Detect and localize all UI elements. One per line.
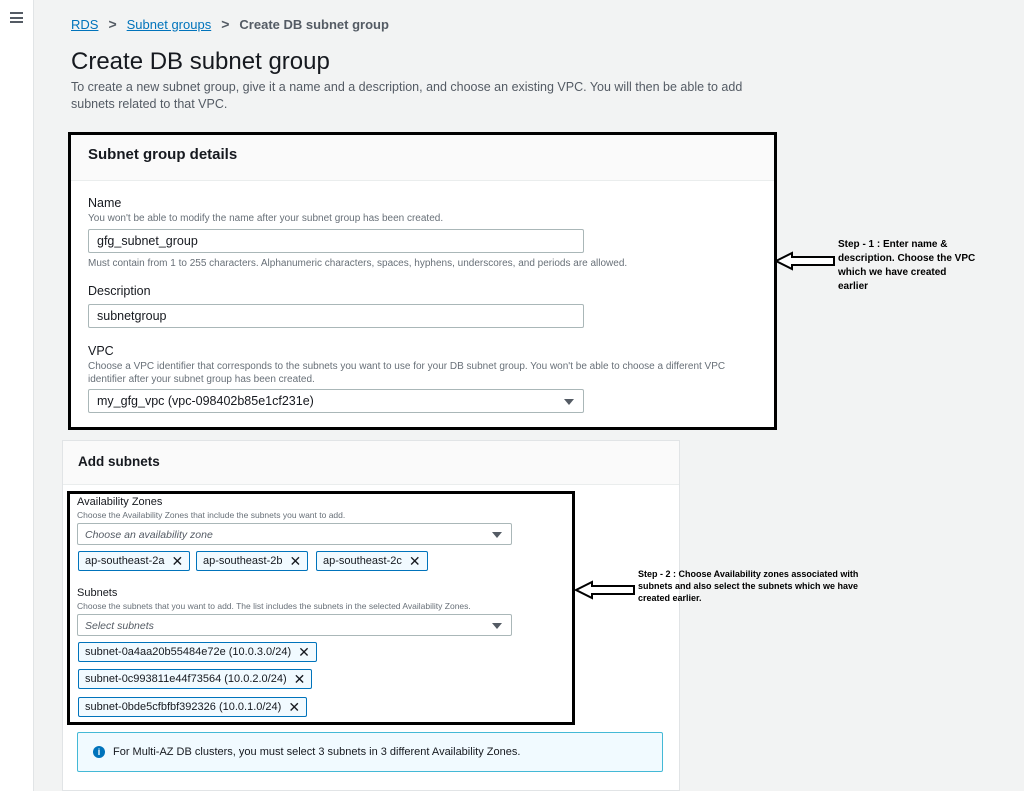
az-select[interactable]	[77, 523, 512, 545]
breadcrumb-current: Create DB subnet group	[239, 16, 389, 32]
step2-callout: Step - 2 : Choose Availability zones associated with subnets and also select the subnets which we have created earlier.	[638, 569, 859, 603]
breadcrumb-subnet-groups[interactable]: Subnet groups	[126, 16, 212, 32]
name-hint: You won't be able to modify the name after your subnet group has been created.	[88, 213, 444, 224]
vpc-hint: Choose a VPC identifier that corresponds to the subnets you want to use for your DB subnet group. You won't be able to choose a different VPC identifier after your subnet group has been created.	[88, 361, 726, 385]
subnet-token: subnet-0a4aa20b55484e72e (10.0.3.0/24) ✕	[78, 642, 317, 662]
multi-az-info-alert	[77, 732, 663, 772]
subnets-label: Subnets	[77, 587, 118, 599]
step1-callout: Step - 1 : Enter name & description. Choose the VPC which we have created earlier	[838, 239, 976, 292]
remove-icon[interactable]: ✕	[293, 671, 306, 687]
caret-down-icon	[564, 399, 574, 405]
panel-heading: Add subnets	[63, 441, 679, 485]
page-description: To create a new subnet group, give it a name and a description, and choose an existing VPC. You will then be able to add subnets related to that VPC.	[71, 80, 743, 111]
az-token: ap-southeast-2a ✕	[78, 551, 190, 571]
az-token: ap-southeast-2b ✕	[196, 551, 308, 571]
panel-heading: Subnet group details	[71, 135, 774, 181]
az-hint: Choose the Availability Zones that include the subnets you want to add.	[77, 510, 346, 520]
remove-icon[interactable]: ✕	[408, 553, 421, 569]
chevron-right-icon: >	[221, 16, 230, 32]
subnet-token: subnet-0bde5cfbfbf392326 (10.0.1.0/24) ✕	[78, 697, 307, 717]
remove-icon[interactable]: ✕	[298, 644, 310, 660]
description-label: Description	[88, 284, 151, 298]
breadcrumb	[71, 16, 389, 32]
subnets-hint: Choose the subnets that you want to add. The list includes the subnets in the selected Availability Zones.	[77, 601, 471, 611]
description-input[interactable]	[88, 304, 584, 328]
side-nav-strip-secondary	[0, 434, 34, 791]
vpc-select[interactable]	[88, 389, 584, 413]
info-text: For Multi-AZ DB clusters, you must select 3 subnets in 3 different Availability Zones.	[113, 746, 521, 758]
remove-icon[interactable]: ✕	[289, 553, 302, 569]
menu-icon[interactable]	[10, 12, 23, 23]
az-label: Availability Zones	[77, 496, 163, 508]
remove-icon[interactable]: ✕	[171, 553, 184, 569]
subnet-token: subnet-0c993811e44f73564 (10.0.2.0/24) ✕	[78, 669, 312, 689]
breadcrumb-rds[interactable]: RDS	[71, 16, 99, 32]
vpc-selected-value: my_gfg_vpc (vpc-098402b85e1cf231e)	[97, 394, 314, 408]
remove-icon[interactable]: ✕	[288, 699, 301, 715]
subnets-select[interactable]	[77, 614, 512, 636]
name-constraint: Must contain from 1 to 255 characters. Alphanumeric characters, spaces, hyphens, underscores, and periods are allowed.	[88, 258, 628, 269]
az-placeholder: Choose an availability zone	[85, 529, 213, 541]
vpc-label: VPC	[88, 344, 114, 358]
left-arrow-icon	[774, 251, 836, 271]
chevron-right-icon: >	[108, 16, 117, 32]
page-title: Create DB subnet group	[71, 48, 330, 75]
az-token: ap-southeast-2c ✕	[316, 551, 428, 571]
left-arrow-icon	[574, 580, 636, 600]
name-label: Name	[88, 196, 122, 210]
subnets-placeholder: Select subnets	[85, 620, 154, 632]
caret-down-icon	[492, 623, 502, 629]
name-input[interactable]	[88, 229, 584, 253]
caret-down-icon	[492, 532, 502, 538]
info-icon: i	[93, 746, 105, 758]
subnet-group-details-panel	[68, 132, 777, 430]
